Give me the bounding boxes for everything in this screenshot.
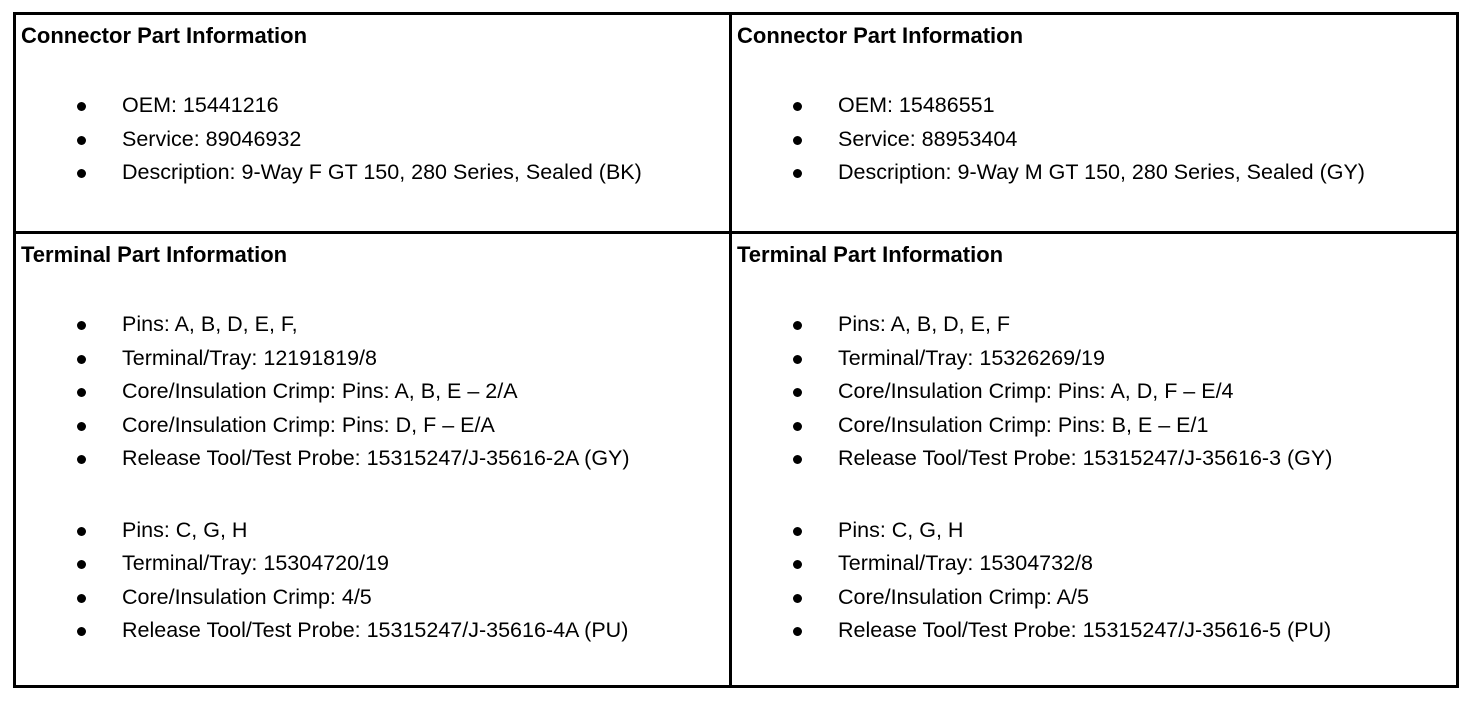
bullet-icon — [793, 102, 802, 111]
cell-title: Terminal Part Information — [21, 242, 288, 267]
list-item: Service: 88953404 — [737, 123, 1456, 157]
list-item: Release Tool/Test Probe: 15315247/J-35616-5 (PU) — [737, 614, 1456, 648]
bullet-icon — [77, 321, 86, 330]
bullet-icon — [77, 627, 86, 636]
connector-info-cell-left — [16, 15, 732, 234]
cell-title: Terminal Part Information — [737, 242, 1004, 267]
bullet-icon — [793, 422, 802, 431]
cell-title: Connector Part Information — [737, 23, 1024, 48]
list-item: Core/Insulation Crimp: 4/5 — [21, 581, 729, 615]
bullet-list — [21, 308, 729, 476]
bullet-icon — [77, 594, 86, 603]
bullet-icon — [77, 169, 86, 178]
bullet-list — [21, 89, 729, 190]
bullet-icon — [793, 527, 802, 536]
list-item: Pins: A, B, D, E, F — [737, 308, 1456, 342]
bullet-icon — [793, 594, 802, 603]
list-item: Terminal/Tray: 15304732/8 — [737, 547, 1456, 581]
list-item: OEM: 15441216 — [21, 89, 729, 123]
bullet-list — [21, 514, 729, 648]
bullet-icon — [77, 422, 86, 431]
bullet-list — [737, 308, 1456, 476]
part-info-table — [13, 12, 1459, 688]
list-item: OEM: 15486551 — [737, 89, 1456, 123]
terminal-info-cell-left — [16, 234, 732, 685]
list-item: Core/Insulation Crimp: A/5 — [737, 581, 1456, 615]
list-item: Service: 89046932 — [21, 123, 729, 157]
bullet-list — [737, 514, 1456, 648]
list-item: Release Tool/Test Probe: 15315247/J-35616-4A (PU) — [21, 614, 729, 648]
bullet-icon — [793, 136, 802, 145]
bullet-icon — [77, 527, 86, 536]
list-item: Pins: C, G, H — [21, 514, 729, 548]
bullet-icon — [77, 388, 86, 397]
bullet-icon — [793, 355, 802, 364]
bullet-icon — [77, 355, 86, 364]
list-item: Description: 9-Way F GT 150, 280 Series, Sealed (BK) — [21, 156, 729, 190]
list-item: Core/Insulation Crimp: Pins: B, E – E/1 — [737, 409, 1456, 443]
bullet-icon — [793, 627, 802, 636]
list-item: Terminal/Tray: 15304720/19 — [21, 547, 729, 581]
list-item: Terminal/Tray: 15326269/19 — [737, 342, 1456, 376]
bullet-icon — [77, 136, 86, 145]
cell-title: Connector Part Information — [21, 23, 308, 48]
bullet-icon — [793, 455, 802, 464]
bullet-icon — [793, 388, 802, 397]
list-item: Description: 9-Way M GT 150, 280 Series, Sealed (GY) — [737, 156, 1456, 190]
list-item: Release Tool/Test Probe: 15315247/J-35616-3 (GY) — [737, 442, 1456, 476]
list-item: Pins: C, G, H — [737, 514, 1456, 548]
terminal-info-cell-right — [732, 234, 1456, 685]
bullet-list — [737, 89, 1456, 190]
list-item: Core/Insulation Crimp: Pins: A, D, F – E/4 — [737, 375, 1456, 409]
bullet-icon — [77, 102, 86, 111]
list-item: Core/Insulation Crimp: Pins: D, F – E/A — [21, 409, 729, 443]
connector-info-cell-right — [732, 15, 1456, 234]
bullet-icon — [77, 455, 86, 464]
bullet-icon — [793, 560, 802, 569]
list-item: Release Tool/Test Probe: 15315247/J-35616-2A (GY) — [21, 442, 729, 476]
list-item: Terminal/Tray: 12191819/8 — [21, 342, 729, 376]
bullet-icon — [793, 321, 802, 330]
bullet-icon — [793, 169, 802, 178]
list-item: Core/Insulation Crimp: Pins: A, B, E – 2/A — [21, 375, 729, 409]
list-item: Pins: A, B, D, E, F, — [21, 308, 729, 342]
bullet-icon — [77, 560, 86, 569]
